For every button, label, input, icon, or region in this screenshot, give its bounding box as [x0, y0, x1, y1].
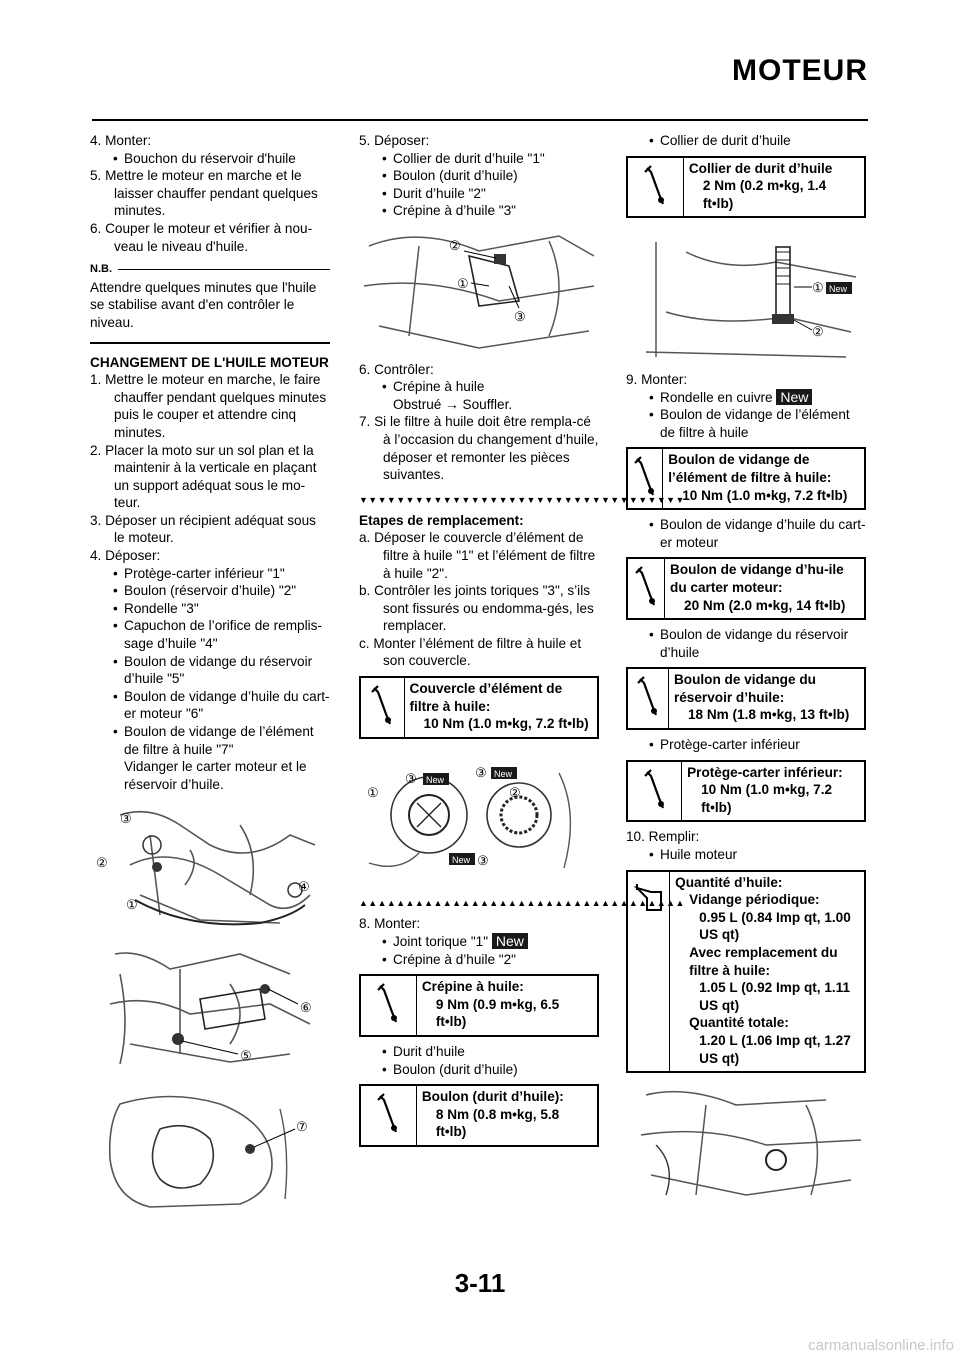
oil-qty-total-label: Quantité totale: [689, 1015, 789, 1031]
step-b: b. Contrôler les joints toriques "3", s’ils sont fissurés ou endomma-gés, les remplacer. [359, 583, 594, 634]
bullet-filler-cap: • Capuchon de l’orifice de remplis-sage d’huile "4" [90, 617, 330, 652]
engine-drain-illustration-1 [90, 805, 330, 933]
bullet-tank-drain: • Boulon de vidange du réservoir d’huile "5" [90, 653, 330, 688]
bullet-hose-clamp: • Collier de durit d’huile "1" [359, 150, 599, 168]
drain-bolt-illustration [626, 232, 866, 366]
column-1 [90, 132, 330, 1215]
oil-qty-filter-value: 1.05 L (0.92 Imp qt, 1.11 US qt) [699, 980, 851, 1013]
step-c: c. Monter l’élément de filtre à huile et son couvercle. [359, 635, 582, 669]
step-2-level: 2. Placer la moto sur un sol plan et la maintenir à la verticale en plaçant un support adéquat sous le mo-teur. [90, 442, 317, 511]
torque-wrench-icon [361, 976, 417, 1035]
page-title: MOTEUR [732, 54, 868, 87]
oil-qty-filter-label: Avec remplacement du filtre à huile: [689, 945, 838, 978]
torque-wrench-icon [628, 158, 684, 217]
step-a: a. Déposer le couvercle d’élément de filtre à huile "1" et l’élément de filtre à huile "2". [359, 530, 596, 581]
bullet-filter-drain-bolt: • Boulon de vidange de l’élément de filtre à huile [626, 406, 866, 441]
bullet-washer: • Rondelle "3" [90, 600, 330, 618]
bullet-o-ring: • Joint torique "1" New [359, 933, 599, 951]
bullet-strainer-mount: • Crépine à d’huile "2" [359, 951, 599, 969]
step-6-check: 6. Contrôler: [359, 361, 434, 377]
bullet-strainer: • Crépine à d’huile "3" [359, 202, 599, 220]
watermark: carmanualsonline.info [808, 1337, 954, 1354]
engine-drain-illustration-3 [90, 1089, 330, 1211]
spec-hose-clamp-value: 2 Nm (0.2 m•kg, 1.4 ft•lb) [702, 178, 827, 211]
section-title: CHANGEMENT DE L'HUILE MOTEUR [90, 354, 329, 370]
callout-7: ⑦ [296, 1118, 308, 1134]
spec-filter-drain-bolt [626, 447, 866, 510]
torque-wrench-icon [628, 762, 682, 821]
callout-3b: ③ [475, 764, 487, 780]
header-rule [92, 119, 868, 121]
new-badge-2: New [494, 768, 513, 779]
bullet-oil-hose: • Durit d’huile "2" [359, 185, 599, 203]
spec-crankcase-drain-title: Boulon de vidange d’hu-ile du carter moteur: [670, 562, 844, 595]
spec-filter-drain-value: 10 Nm (1.0 m•kg, 7.2 ft•lb) [682, 487, 848, 503]
callout-2: ② [96, 855, 108, 871]
step-3-container: 3. Déposer un récipient adéquat sous le moteur. [90, 512, 316, 546]
step-4-remove: 4. Déposer: [90, 548, 161, 564]
torque-wrench-icon [361, 678, 405, 737]
bullet-tank-drain: • Boulon de vidange du réservoir d’huile [626, 626, 866, 661]
torque-wrench-icon [628, 449, 663, 508]
bullet-copper-washer: • Rondelle en cuivre New [626, 389, 866, 407]
spec-crankcase-drain-value: 20 Nm (2.0 m•kg, 14 ft•lb) [684, 597, 846, 613]
spec-skid-plate-title: Protège-carter inférieur: [687, 764, 843, 780]
spec-skid-plate-value: 10 Nm (1.0 m•kg, 7.2 ft•lb) [701, 782, 833, 815]
callout-6: ⑥ [300, 999, 312, 1015]
spec-strainer-title: Crépine à huile: [421, 979, 524, 995]
new-badge-1: New [426, 774, 445, 785]
torque-wrench-icon [361, 1086, 417, 1145]
oil-qty-periodic-value: 0.95 L (0.84 Imp qt, 1.00 US qt) [699, 909, 851, 943]
callout-3c: ③ [477, 852, 489, 868]
callout-3: ③ [514, 308, 526, 324]
bullet-hose-bolt: • Boulon (durit d’huile) [359, 167, 599, 185]
new-badge-3: New [452, 854, 471, 865]
step-1-warm: 1. Mettre le moteur en marche, le faire chauffer pendant quelques minutes puis le couper et attendre cinq minutes. [90, 372, 327, 440]
engine-oil-fill-illustration [626, 1085, 866, 1203]
spec-hose-bolt [359, 1084, 599, 1147]
spec-strainer-value: 9 Nm (0.9 m•kg, 6.5 ft•lb) [435, 996, 560, 1030]
new-badge: New [776, 389, 812, 405]
oil-qty-total-value: 1.20 L (1.06 Imp qt, 1.27 US qt) [699, 1032, 851, 1066]
step-5-remove: 5. Déposer: [359, 133, 430, 148]
spec-strainer [359, 974, 599, 1037]
page-number: 3-11 [454, 1268, 506, 1298]
oil-hose-illustration [359, 226, 599, 356]
new-badge: New [492, 933, 528, 949]
callout-2: ② [509, 784, 521, 800]
oil-filter-illustration [359, 753, 599, 883]
spec-crankcase-drain [626, 557, 866, 620]
spec-filter-cover [359, 676, 599, 739]
step-9-mount: 9. Monter: [626, 371, 688, 387]
bullet-tank-bolt: • Boulon (réservoir d’huile) "2" [90, 582, 330, 600]
spec-filter-drain-title: Boulon de vidange de l’élément de filtre à huile: [668, 452, 832, 485]
bullet-strainer-check: • Crépine à huile [359, 378, 599, 396]
bullet-hose: • Durit d’huile [359, 1043, 599, 1061]
callout-1: ① [126, 897, 138, 913]
spec-hose-bolt-title: Boulon (durit d’huile): [421, 1089, 564, 1105]
bullet-engine-oil: • Huile moteur [626, 846, 866, 864]
step-8-mount: 8. Monter: [359, 916, 421, 932]
steps-end-marker: ▲▲▲▲▲▲▲▲▲▲▲▲▲▲▲▲▲▲▲▲▲▲▲▲▲▲▲▲▲▲▲▲▲▲▲ [359, 898, 685, 909]
spec-filter-cover-title: Couvercle d’élément de filtre à huile: [409, 681, 563, 714]
oil-qty-title: Quantité d’huile: [675, 874, 783, 890]
callout-5: ⑤ [240, 1047, 252, 1063]
callout-2: ② [812, 324, 824, 340]
spec-tank-drain-title: Boulon de vidange du réservoir d’huile: [673, 672, 816, 705]
step-10-fill: 10. Remplir: [626, 829, 700, 845]
spec-filter-cover-value: 10 Nm (1.0 m•kg, 7.2 ft•lb) [423, 716, 589, 732]
nb-line [118, 269, 330, 270]
oil-can-icon [628, 872, 670, 1072]
spec-hose-clamp-title: Collier de durit d’huile [688, 160, 833, 176]
nb-header: N.B. [90, 261, 330, 279]
steps-title: Etapes de remplacement: [359, 512, 524, 528]
spec-skid-plate [626, 760, 866, 823]
step-7-replace: 7. Si le filtre à huile doit être rempla-cé à l’occasion du changement d’huile, déposer et remonter les pièces suivantes. [359, 414, 599, 483]
drain-note: Vidanger le carter moteur et le réservoir d’huile. [124, 759, 307, 792]
spec-tank-drain-value: 18 Nm (1.8 m•kg, 13 ft•lb) [687, 707, 850, 723]
strainer-note: Obstrué → Souffler. [393, 396, 513, 412]
engine-drain-illustration-2 [90, 944, 330, 1082]
bullet-filter-drain: • Boulon de vidange de l’élément de filtre à huile "7" [90, 723, 330, 758]
callout-4: ④ [298, 879, 310, 895]
spec-oil-quantity [626, 870, 866, 1074]
bullet-hose-clamp: • Collier de durit d’huile [626, 132, 866, 150]
step-6-check-level: 6. Couper le moteur et vérifier à nou-veau le niveau d'huile. [90, 220, 313, 254]
callout-3: ③ [120, 811, 132, 827]
spec-hose-bolt-value: 8 Nm (0.8 m•kg, 5.8 ft•lb) [435, 1106, 560, 1140]
torque-wrench-icon [628, 559, 665, 618]
bullet-skid-plate: • Protège-carter inférieur [626, 736, 866, 754]
callout-3a: ③ [405, 770, 417, 786]
bullet-hose-bolt-2: • Boulon (durit d’huile) [359, 1061, 599, 1079]
nb-end-rule [90, 342, 330, 344]
torque-wrench-icon [628, 669, 669, 728]
bullet-oil-tank-cap: • Bouchon du réservoir d'huile [90, 150, 330, 168]
steps-start-marker: ▼▼▼▼▼▼▼▼▼▼▼▼▼▼▼▼▼▼▼▼▼▼▼▼▼▼▼▼▼▼▼▼▼▼▼ [359, 494, 685, 505]
step-5-warm-engine: 5. Mettre le moteur en marche et le laisser chauffer pendant quelques minutes. [90, 168, 318, 219]
bullet-crankcase-drain: • Boulon de vidange d’huile du cart-er moteur "6" [90, 688, 330, 723]
callout-2: ② [449, 237, 461, 253]
new-badge: New [829, 284, 848, 295]
spec-hose-clamp [626, 156, 866, 219]
callout-1: ① [367, 784, 379, 800]
step-4-mount: 4. Monter: [90, 133, 152, 148]
column-3 [626, 132, 866, 1208]
spec-tank-drain [626, 667, 866, 730]
callout-1: ① [457, 275, 469, 291]
oil-qty-periodic-label: Vidange périodique: [689, 892, 820, 908]
bullet-skid-plate: • Protège-carter inférieur "1" [90, 565, 330, 583]
bullet-crankcase-drain: • Boulon de vidange d’huile du cart-er moteur [626, 516, 866, 551]
nb-text: Attendre quelques minutes que l'huile se stabilise avant d'en contrôler le niveau. [90, 279, 317, 330]
callout-1: ① [812, 280, 824, 296]
